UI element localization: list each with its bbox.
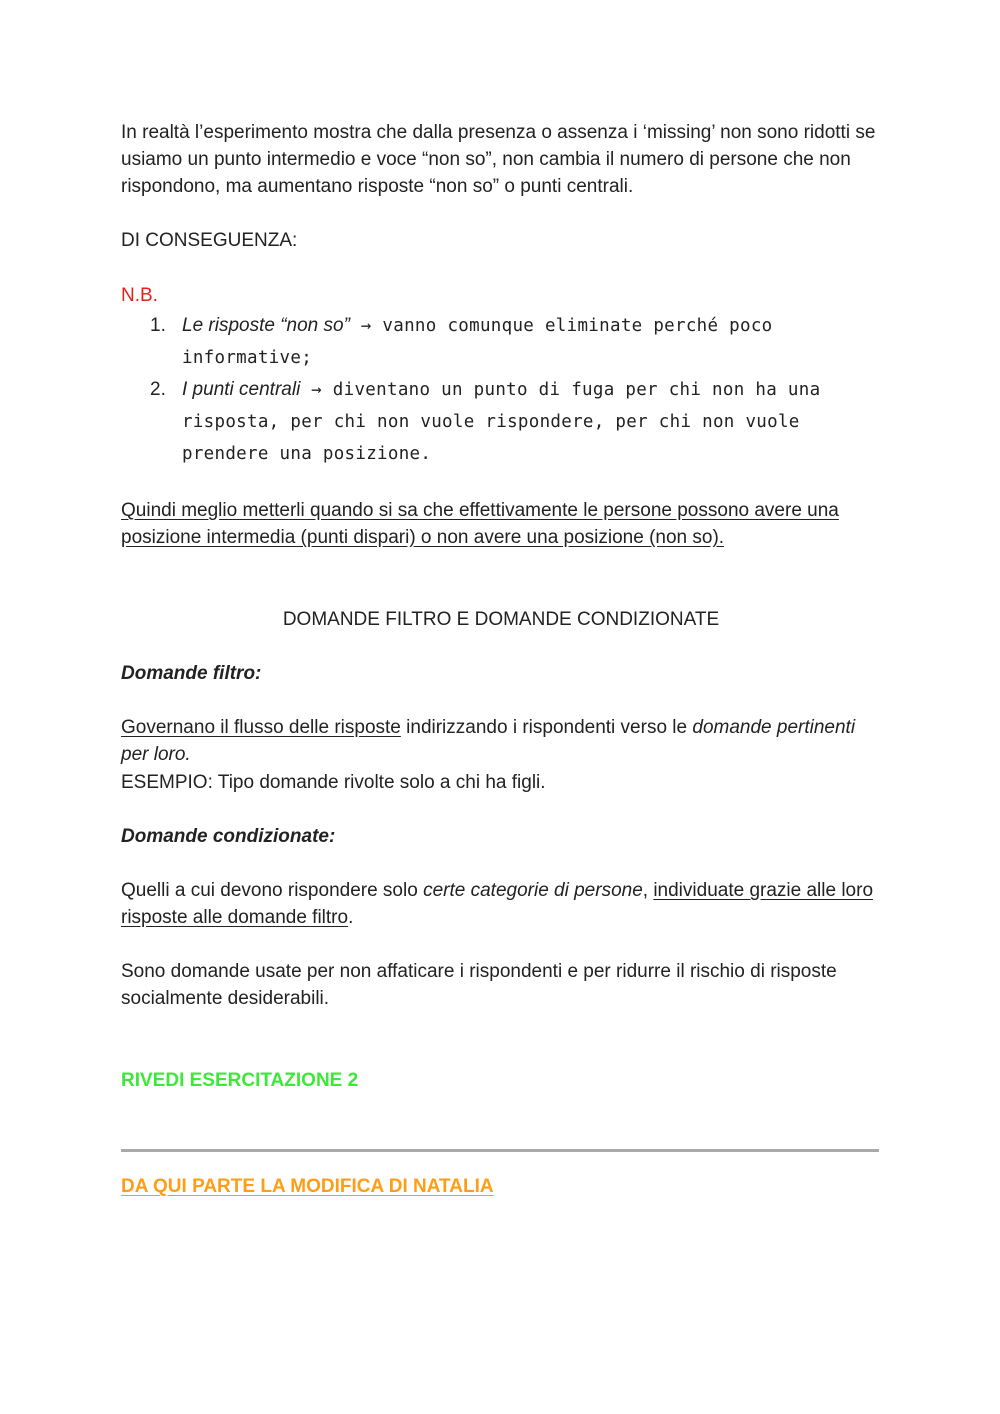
condizionate-text-3: . xyxy=(348,907,354,928)
condizionate-text-2: , xyxy=(642,880,654,901)
filtro-underlined-text: Governano il flusso delle risposte xyxy=(121,717,401,738)
list-item xyxy=(150,310,870,374)
list-item xyxy=(150,374,870,470)
filtro-paragraph xyxy=(121,714,881,768)
intro-paragraph: In realtà l’esperimento mostra che dalla presenza o assenza i ‘missing’ non sono ridotti se usiamo un punto intermedio e voce “non so”, non cambia il numero di persone che non rispondono, ma aumentano risposte “non so” o punti centrali. xyxy=(121,122,876,197)
conclusion-paragraph: Quindi meglio metterli quando si sa che effettivamente le persone possono avere una posizione intermedia (punti dispari) o non avere una posizione (non so). xyxy=(121,500,839,548)
consequence-label: DI CONSEGUENZA: xyxy=(121,230,298,251)
condizionate-text-1: Quelli a cui devono rispondere solo xyxy=(121,880,424,901)
list-item-number: 1. xyxy=(150,315,166,336)
filtro-example: ESEMPIO: Tipo domande rivolte solo a chi ha figli. xyxy=(121,772,546,793)
review-note: RIVEDI ESERCITAZIONE 2 xyxy=(121,1070,359,1091)
purpose-paragraph: Sono domande usate per non affaticare i rispondenti e per ridurre il rischio di risposte socialmente desiderabili. xyxy=(121,961,837,1009)
edit-note: DA QUI PARTE LA MODIFICA DI NATALIA xyxy=(121,1176,494,1197)
section-title: DOMANDE FILTRO E DOMANDE CONDIZIONATE xyxy=(282,609,720,630)
filtro-italic-text: domande pertinenti per loro. xyxy=(121,717,856,765)
nb-label: N.B. xyxy=(121,285,158,306)
condizionate-italic-text: certe categorie di persone xyxy=(423,880,643,901)
list-item-term: Le risposte “non so” xyxy=(182,315,350,336)
list-item-term: I punti centrali xyxy=(182,379,301,400)
filtro-middle-text: indirizzando i rispondenti verso le xyxy=(400,717,693,738)
filtro-heading: Domande filtro: xyxy=(121,663,262,684)
list-item-description: → diventano un punto di fuga per chi non ha una risposta, per chi non vuole rispondere, per chi non vuole prendere una posizione. xyxy=(182,380,821,464)
condizionate-underlined-text: individuate grazie alle loro risposte alle domande filtro xyxy=(121,880,874,928)
nb-list xyxy=(150,310,870,470)
list-item-number: 2. xyxy=(150,379,166,400)
list-item-description: → vanno comunque eliminate perché poco informative; xyxy=(182,316,773,368)
condizionate-heading: Domande condizionate: xyxy=(121,826,336,847)
horizontal-divider xyxy=(121,1149,879,1152)
condizionate-paragraph xyxy=(121,877,881,931)
